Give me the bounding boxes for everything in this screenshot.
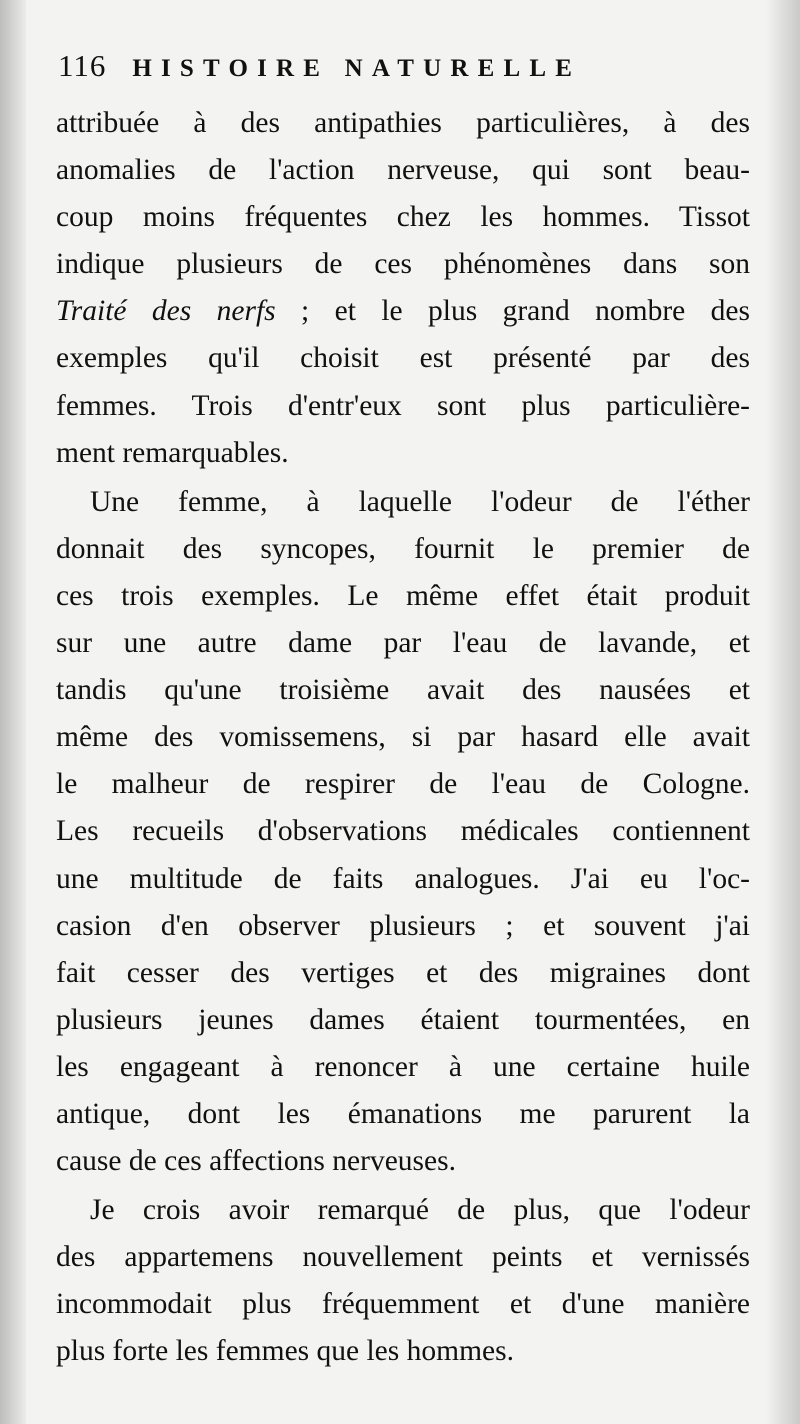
text-line: même des vomissemens, si par hasard elle avait [56,721,750,754]
text-line-with-book-title: Traité des nerfs ; et le plus grand nombre des [56,295,750,328]
text-line: une multitude de faits analogues. J'ai eu l'oc- [56,862,750,895]
text-line: Une femme, à laquelle l'odeur de l'éther [90,485,750,518]
book-title-italic: Traité des nerfs [56,295,276,328]
text-line: cause de ces affections nerveuses. [56,1145,456,1178]
text-line: donnait des syncopes, fournit le premier de [56,532,750,565]
page-number: 116 [58,48,107,83]
text-line: les engageant à renoncer à une certaine huile [56,1050,750,1083]
running-header [58,48,748,88]
body-text [56,100,750,1376]
text-line: sur une autre dame par l'eau de lavande, et [56,627,750,660]
text-line: anomalies de l'action nerveuse, qui sont beau- [56,154,750,187]
page-edge-shadow [766,0,800,1424]
text-line: le malheur de respirer de l'eau de Cologne. [56,768,750,801]
text-line: ment remarquables. [56,436,289,469]
text-line: casion d'en observer plusieurs ; et souvent j'ai [56,909,750,942]
text-line: femmes. Trois d'entr'eux sont plus particulière- [56,389,750,422]
text-line: tandis qu'une troisième avait des nausées et [56,674,750,707]
text-line: antique, dont les émanations me parurent la [56,1097,750,1130]
text-line: indique plusieurs de ces phénomènes dans son [56,248,750,281]
page-gutter-shadow [0,0,26,1424]
text-line: Les recueils d'observations médicales contiennent [56,815,750,848]
text-line: Je crois avoir remarqué de plus, que l'odeur [90,1194,750,1227]
text-line: plusieurs jeunes dames étaient tourmentées, en [56,1003,750,1036]
text-line: ces trois exemples. Le même effet était produit [56,579,750,612]
text-line: des appartemens nouvellement peints et vernissés [56,1241,750,1274]
text-line: fait cesser des vertiges et des migraines dont [56,956,750,989]
running-title: HISTOIRE NATURELLE [132,55,582,82]
text-line: plus forte les femmes que les hommes. [56,1335,514,1368]
text-line: exemples qu'il choisit est présenté par des [56,342,750,375]
text-line: coup moins fréquentes chez les hommes. Tissot [56,201,750,234]
text-line: attribuée à des antipathies particulières, à des [56,107,750,139]
text-line: incommodait plus fréquemment et d'une manière [56,1288,750,1321]
